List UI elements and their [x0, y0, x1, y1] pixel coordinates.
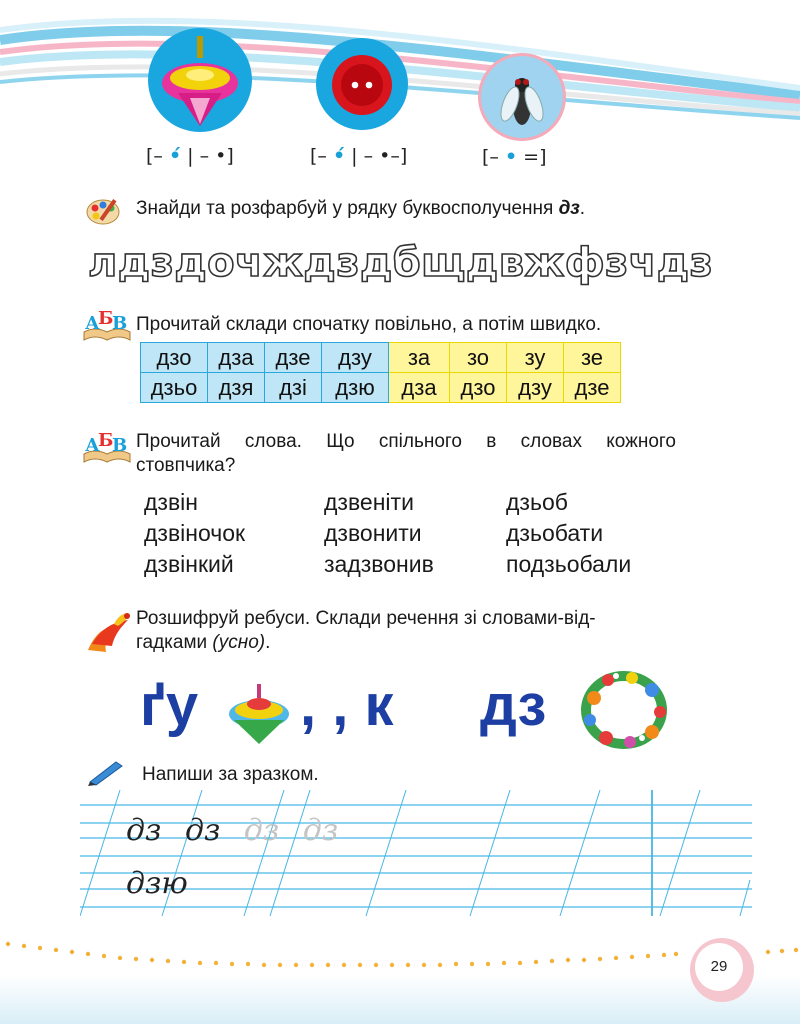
word: дзвонити — [324, 520, 422, 546]
task5-instruction: Напиши за зразком. — [142, 764, 319, 785]
syllable-cell: зо — [450, 343, 507, 373]
task4-line1: Розшифруй ребуси. Склади речення зі словами-від- — [136, 608, 596, 629]
syllable-cell: дзьо — [141, 373, 208, 403]
word: дзвіночок — [144, 520, 246, 546]
firebird-icon — [84, 606, 136, 656]
word: дзвінкий — [144, 551, 234, 577]
sound-scheme-3: [– • =] — [482, 146, 547, 168]
svg-text:Б: Б — [98, 430, 114, 451]
svg-text:Б: Б — [98, 308, 114, 329]
word: задзвонив — [324, 551, 434, 577]
word: дзвін — [144, 489, 198, 515]
page-number: 29 — [695, 943, 743, 991]
syllable-cell: дза — [389, 373, 450, 403]
pen-icon — [86, 758, 126, 786]
abv-book-icon — [82, 428, 132, 464]
spinning-top-rebus-icon — [224, 682, 294, 746]
syllable-cell: дза — [208, 343, 265, 373]
word: дзвеніти — [324, 489, 414, 515]
handwriting-sample-row2: дзю — [126, 866, 188, 901]
syllable-cell: зе — [564, 343, 621, 373]
bottom-band — [0, 975, 800, 1024]
syllable-cell: дзо — [450, 373, 507, 403]
abv-book-icon — [82, 306, 132, 342]
handwriting-sample: дз — [184, 813, 221, 848]
syllable-cell: дзу — [507, 373, 564, 403]
words-column-1 — [144, 487, 245, 580]
rebus1-letters-a: ґу — [140, 673, 199, 738]
flower-wreath-rebus-icon — [578, 668, 670, 752]
word: дзьобати — [506, 520, 604, 546]
dotted-line — [0, 940, 800, 980]
task4-line2: гадками (усно). — [136, 632, 271, 653]
svg-text:А: А — [85, 313, 100, 334]
syllable-cell: дзю — [322, 373, 389, 403]
syllable-cell: дзі — [265, 373, 322, 403]
task3-line2: стовпчика? — [136, 455, 236, 476]
syllables-table — [140, 342, 621, 403]
table-row — [141, 373, 621, 403]
syllable-cell: дзя — [208, 373, 265, 403]
handwriting-sample-faded: дз — [243, 813, 280, 848]
handwriting-sample-faded: дз — [302, 813, 339, 848]
word: подзьобали — [506, 551, 632, 577]
sound-scheme-2: [– •́ | – •–] — [310, 145, 408, 167]
syllable-cell: дзо — [141, 343, 208, 373]
table-row — [141, 343, 621, 373]
word: дзьоб — [506, 489, 568, 515]
svg-text:А: А — [85, 435, 100, 456]
syllable-cell: дзу — [322, 343, 389, 373]
words-column-3 — [506, 487, 631, 580]
task3-instruction — [136, 430, 676, 478]
svg-text:В: В — [112, 435, 128, 456]
task2-instruction: Прочитай склади спочатку повільно, а потім швидко. — [136, 314, 602, 335]
syllable-cell: за — [389, 343, 450, 373]
handwriting-sample: дз — [126, 813, 162, 848]
task1-instruction: Знайди та розфарбуй у рядку буквосполучення дз. — [136, 198, 586, 219]
red-button-image — [316, 38, 408, 130]
syllable-cell: дзе — [564, 373, 621, 403]
svg-text:В: В — [112, 313, 128, 334]
fly-image — [481, 56, 563, 138]
words-column-2 — [324, 487, 434, 580]
rebus1-letters-b: , , к — [300, 673, 394, 738]
letters-row: лдздочждздбщдвжфзчдз — [88, 240, 714, 286]
handwriting-sample-row1 — [126, 813, 338, 848]
task3-line1: Прочитай слова. Що спільного в словах кожного — [136, 431, 676, 452]
syllable-cell: дзе — [265, 343, 322, 373]
sound-scheme-1: [– •́ | – •] — [146, 145, 234, 167]
spinning-top-image — [148, 28, 252, 132]
rebus2-letters: дз — [480, 673, 547, 738]
task4-instruction — [136, 607, 676, 655]
syllable-cell: зу — [507, 343, 564, 373]
palette-icon — [86, 196, 122, 226]
